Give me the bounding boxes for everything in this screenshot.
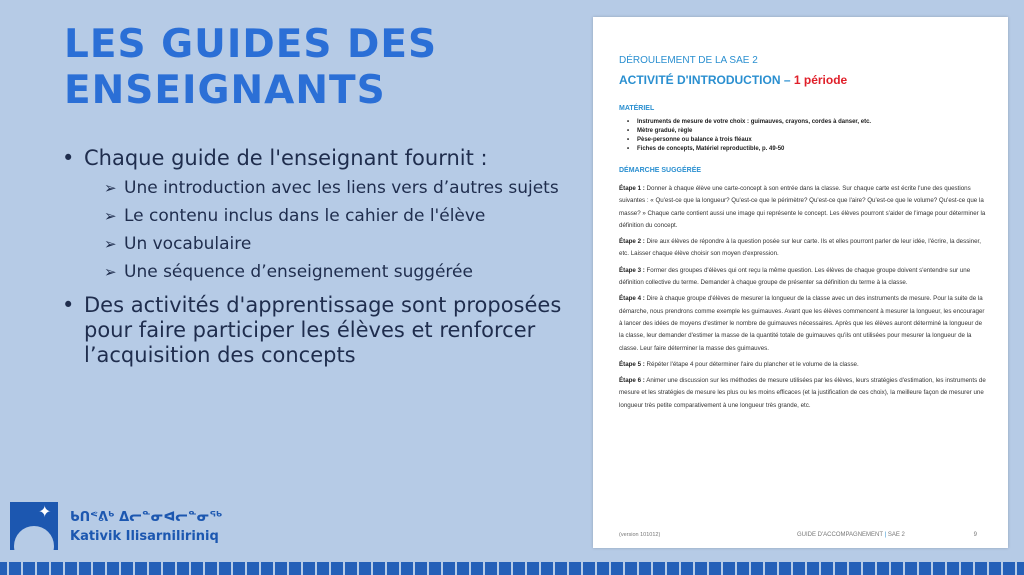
doc-steps xyxy=(619,183,987,416)
sub-bullet-list xyxy=(104,177,570,283)
dome-shape xyxy=(14,526,54,550)
arrow-bullet-icon: ➢ xyxy=(104,179,117,197)
doc-version: (version 101012) xyxy=(619,532,661,538)
sub-bullet-item xyxy=(104,205,570,227)
doc-subheading-period: 1 période xyxy=(793,73,848,87)
logo-syllabics: ᑲᑎᕝᕕᒃ ᐃᓕᓐᓂᐊᓕᓐᓂᖅ xyxy=(70,510,223,525)
bullet-text: Chaque guide de l'enseignant fournit : xyxy=(84,146,488,170)
doc-step: Étape 2 : Dire aux élèves de répondre à la question posée sur leur carte. Ils et elles pourront parler de leur idée, l'écrire, la dessiner, etc. Laisser chaque élève choisir son moyen d'expression. xyxy=(619,238,981,258)
bullet-list xyxy=(60,146,570,372)
doc-subheading xyxy=(619,73,847,87)
bullet-item xyxy=(60,146,570,171)
star-icon: ✦ xyxy=(38,502,52,521)
doc-step: Étape 4 : Dire à chaque groupe d'élèves de mesurer la longueur de la classe avec un des instruments de mesure. Pour la suite de la démarche, nous prendrons comme exemple les guimauves. Avant que les élèves commencent à mesurer la longueur, les encourager à lancer des idées de moyens d'estimer le nombre de guimauves nécessaires. Après que les élèves auront déterminé la longueur de la classe, leur demander d'estimer la masse de la quantité totale de guimauves qu'ils ont utilisées pour mesurer la longueur de la classe. Leur faire déterminer la masse des guimauves. xyxy=(619,295,985,352)
doc-materiel-item: • Instruments de mesure de votre choix : guimauves, crayons, cordes à danser, etc. xyxy=(627,118,987,127)
document-page-image xyxy=(593,17,1008,548)
sub-bullet-item xyxy=(104,177,570,199)
arrow-bullet-icon: ➢ xyxy=(104,263,117,281)
bullet-text: Des activités d'apprentissage sont proposées pour faire participer les élèves et renforcer l’acquisition des concepts xyxy=(84,293,562,367)
doc-heading: DÉROULEMENT DE LA SAE 2 xyxy=(619,55,758,66)
doc-section-materiel: MATÉRIEL xyxy=(619,105,655,112)
doc-page-number: 9 xyxy=(973,532,977,538)
sub-bullet-item xyxy=(104,233,570,255)
slide-title: LES GUIDES DES ENSEIGNANTS xyxy=(64,22,438,113)
arrow-bullet-icon: ➢ xyxy=(104,207,117,225)
sub-bullet-text: Une séquence d’enseignement suggérée xyxy=(124,262,473,282)
doc-materiel-list xyxy=(627,118,987,154)
bullet-dot: • xyxy=(62,146,75,170)
doc-footer xyxy=(619,532,987,542)
bullet-dot: • xyxy=(62,293,75,317)
logo-mark-icon xyxy=(10,502,58,550)
doc-guide-label: GUIDE D'ACCOMPAGNEMENT | SAE 2 xyxy=(797,532,905,538)
sub-bullet-text: Une introduction avec les liens vers d’autres sujets xyxy=(124,178,559,198)
doc-section-demarche: DÉMARCHE SUGGÉRÉE xyxy=(619,167,702,174)
doc-materiel-item: • Pèse-personne ou balance à trois fléaux xyxy=(627,136,987,145)
sub-bullet-text: Un vocabulaire xyxy=(124,234,252,254)
doc-materiel-item: • Fiches de concepts, Matériel reproductible, p. 49-50 xyxy=(627,145,987,154)
arrow-bullet-icon: ➢ xyxy=(104,235,117,253)
kativik-logo xyxy=(10,502,230,552)
doc-step: Étape 3 : Former des groupes d'élèves qui ont reçu la même question. Les élèves de chaque groupe doivent s'entendre sur une définition collective du terme. Demander à chaque groupe de présenter sa définition du terme à la classe. xyxy=(619,266,971,287)
bullet-item xyxy=(60,293,570,368)
doc-step: Étape 5 : Répéter l'étape 4 pour déterminer l'aire du plancher et le volume de la classe. xyxy=(619,360,859,368)
sub-bullet-item xyxy=(104,261,570,283)
logo-name: Kativik Ilisarniliriniq xyxy=(70,529,219,544)
decorative-border xyxy=(0,562,1024,575)
sub-bullet-text: Le contenu inclus dans le cahier de l'élève xyxy=(124,206,486,226)
doc-step: Étape 6 : Animer une discussion sur les méthodes de mesure utilisées par les élèves, leurs stratégies d'estimation, les instruments de mesure et les stratégies de mesure les plus ou les moins efficaces (et la justification de ces choix), la meilleure façon de mesurer une longueur très petite comparativement à une longueur très grande, etc. xyxy=(619,377,986,409)
doc-step: Étape 1 : Donner à chaque élève une carte-concept à son entrée dans la classe. Sur chaque carte est écrite l'une des questions suivantes : « Qu'est-ce que la longueur? Qu'est-ce que le périmètre? Qu'est-ce que l'aire? Qu'est-ce que le volume? Qu'est-ce que la masse? » Chaque carte contient aussi une image qui représente le concept. Les élèves pourront s'aider de l'image pour déterminer la définition du concept. xyxy=(619,185,986,229)
doc-subheading-text: ACTIVITÉ D'INTRODUCTION – xyxy=(619,73,794,87)
doc-materiel-item: • Mètre gradué, règle xyxy=(627,127,987,136)
